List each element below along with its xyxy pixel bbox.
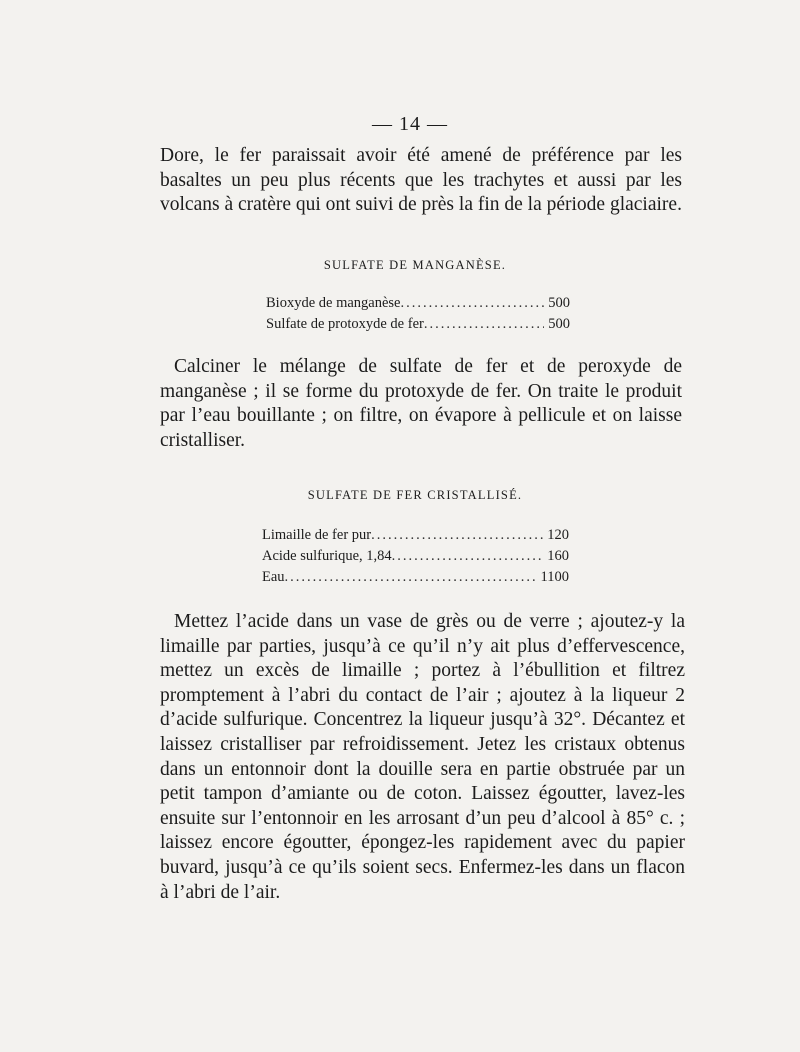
ingredient-name: Eau (262, 569, 285, 585)
ingredient-name: Sulfate de protoxyde de fer (266, 316, 424, 332)
recipe-heading-manganese: SULFATE DE MANGANÈSE. (323, 258, 507, 272)
leader-dots (285, 567, 537, 588)
recipe-heading-fer: SULFATE DE FER CRISTALLISÉ. (307, 488, 523, 502)
paragraph-text: Dore, le fer paraissait avoir été amené de préférence par les basaltes un peu plus récents que les trachytes et aussi par les volcans à cratère qui ont suivi de près la fin de la période glaciaire. (160, 145, 682, 216)
ingredient-quantity: 500 (548, 295, 570, 311)
page-number: — 14 — (372, 113, 448, 135)
recipe-row (262, 546, 569, 567)
recipe-manganese (266, 293, 570, 335)
ingredient-quantity: 120 (547, 527, 569, 543)
recipe-row (262, 525, 569, 546)
leader-dots (401, 293, 545, 314)
paragraph-text: Calciner le mélange de sulfate de fer et de peroxyde de manganèse ; il se forme du protoxyde de fer. On traite le produit par l’eau bouillante ; on filtre, on évapore à pellicule et on laisse cristalliser. (160, 356, 682, 451)
ingredient-name: Limaille de fer pur (262, 527, 372, 543)
ingredient-quantity: 160 (547, 548, 569, 564)
recipe-row (262, 567, 569, 588)
recipe-fer (262, 525, 569, 588)
leader-dots (424, 314, 544, 335)
paragraph-text: Mettez l’acide dans un vase de grès ou de verre ; ajoutez-y la limaille par parties, jusqu’à ce qu’il n’y ait plus d’effervescence, mettez un excès de limaille ; portez à l’ébullition et filtrez promptement à l’abri du contact de l’air ; ajoutez à la liqueur 2 d’acide sulfurique. Concentrez la liqueur jusqu’à 32°. Décantez et laissez cristalliser par refroidissement. Jetez les cristaux obtenus dans un entonnoir dont la douille sera en partie obstruée par un petit tampon d’amiante ou de coton. Laissez égoutter, lavez-les ensuite sur l’entonnoir en les arrosant d’un peu d’alcool à 85° c. ; laissez encore égoutter, épongez-les rapidement avec du papier buvard, jusqu’à ce qu’ils soient secs. Enfermez-les dans un flacon à l’abri de l’air. (160, 611, 685, 903)
ingredient-quantity: 500 (548, 316, 570, 332)
ingredient-name: Bioxyde de manganèse (266, 295, 401, 311)
ingredient-name: Acide sulfurique, 1,84 (262, 548, 392, 564)
paragraph-mettez (160, 610, 685, 905)
leader-dots (371, 525, 543, 546)
recipe-row (266, 293, 570, 314)
paragraph-basaltes (160, 144, 682, 218)
paragraph-calciner (160, 355, 682, 453)
recipe-row (266, 314, 570, 335)
ingredient-quantity: 1100 (540, 569, 569, 585)
leader-dots (392, 546, 544, 567)
